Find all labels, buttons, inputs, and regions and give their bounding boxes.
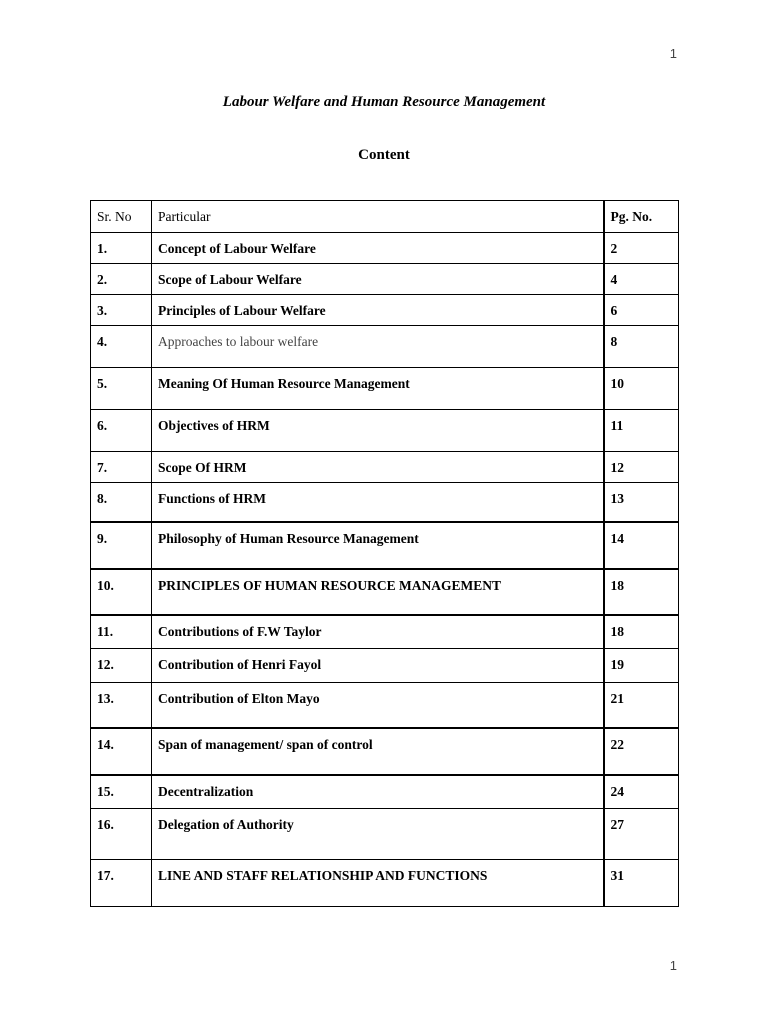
sr-no: 5.: [91, 368, 152, 410]
page-no: 22: [604, 728, 679, 775]
document-title: Labour Welfare and Human Resource Management: [222, 94, 546, 110]
header-sr-no: Sr. No: [91, 201, 152, 233]
particular: LINE AND STAFF RELATIONSHIP AND FUNCTIONS: [152, 860, 604, 907]
table-row: [91, 233, 679, 264]
sr-no: 7.: [91, 452, 152, 483]
sr-no: 16.: [91, 809, 152, 860]
sr-no: 6.: [91, 410, 152, 452]
sr-no: 4.: [91, 326, 152, 368]
page-no: 13: [604, 483, 679, 522]
page-no: 2: [604, 233, 679, 264]
page-no: 21: [604, 683, 679, 728]
page-no: 8: [604, 326, 679, 368]
page-no: 6: [604, 295, 679, 326]
table-row: [91, 809, 679, 860]
particular: Decentralization: [152, 775, 604, 809]
content-heading: Content: [358, 147, 410, 163]
particular: Span of management/ span of control: [152, 728, 604, 775]
page-no: 12: [604, 452, 679, 483]
particular: Contributions of F.W Taylor: [152, 615, 604, 649]
table-row: [91, 683, 679, 728]
sr-no: 11.: [91, 615, 152, 649]
page-no: 19: [604, 649, 679, 683]
sr-no: 3.: [91, 295, 152, 326]
table-row: [91, 295, 679, 326]
page-no: 10: [604, 368, 679, 410]
sr-no: 1.: [91, 233, 152, 264]
sr-no: 10.: [91, 569, 152, 615]
particular: Delegation of Authority: [152, 809, 604, 860]
page-no: 27: [604, 809, 679, 860]
particular: Scope Of HRM: [152, 452, 604, 483]
table-row: [91, 326, 679, 368]
page-no: 31: [604, 860, 679, 907]
particular: Concept of Labour Welfare: [152, 233, 604, 264]
contents-table: [90, 200, 679, 907]
sr-no: 8.: [91, 483, 152, 522]
sr-no: 14.: [91, 728, 152, 775]
sr-no: 12.: [91, 649, 152, 683]
particular: Contribution of Henri Fayol: [152, 649, 604, 683]
table-row: [91, 728, 679, 775]
particular: PRINCIPLES OF HUMAN RESOURCE MANAGEMENT: [152, 569, 604, 615]
page-no: 18: [604, 615, 679, 649]
table-row: [91, 775, 679, 809]
table-row: [91, 452, 679, 483]
page-no: 18: [604, 569, 679, 615]
sr-no: 2.: [91, 264, 152, 295]
particular: Meaning Of Human Resource Management: [152, 368, 604, 410]
page-number-bottom: 1: [669, 958, 677, 973]
header-particular: Particular: [152, 201, 604, 233]
page-no: 14: [604, 522, 679, 569]
table-row: [91, 264, 679, 295]
page-no: 4: [604, 264, 679, 295]
table-row: [91, 615, 679, 649]
table-row: [91, 483, 679, 522]
table-row: [91, 410, 679, 452]
particular: Contribution of Elton Mayo: [152, 683, 604, 728]
table-row: [91, 860, 679, 907]
sr-no: 15.: [91, 775, 152, 809]
page-no: 24: [604, 775, 679, 809]
particular: Functions of HRM: [152, 483, 604, 522]
table-row: [91, 522, 679, 569]
table-row: [91, 569, 679, 615]
sr-no: 9.: [91, 522, 152, 569]
particular: Scope of Labour Welfare: [152, 264, 604, 295]
table-header-row: [91, 201, 679, 233]
table-row: [91, 649, 679, 683]
particular: Approaches to labour welfare: [152, 326, 604, 368]
table-row: [91, 368, 679, 410]
particular: Principles of Labour Welfare: [152, 295, 604, 326]
page-no: 11: [604, 410, 679, 452]
page-number-top: 1: [669, 46, 677, 61]
sr-no: 13.: [91, 683, 152, 728]
particular: Philosophy of Human Resource Management: [152, 522, 604, 569]
sr-no: 17.: [91, 860, 152, 907]
particular: Objectives of HRM: [152, 410, 604, 452]
header-page-no: Pg. No.: [604, 201, 679, 233]
